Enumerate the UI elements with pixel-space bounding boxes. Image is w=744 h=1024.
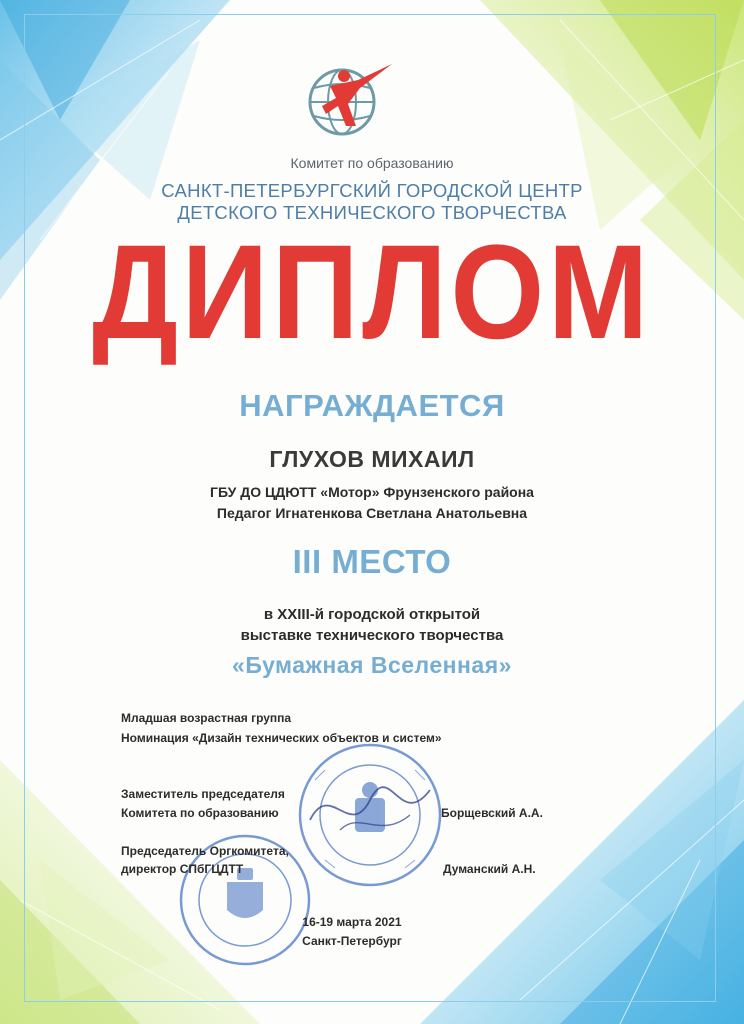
deputy-name: Борщевский А.А.: [441, 806, 543, 820]
awarded-heading: НАГРАЖДАЕТСЯ: [239, 388, 505, 423]
recipient-organization: ГБУ ДО ЦДЮТТ «Мотор» Фрунзенского района: [210, 484, 534, 500]
teacher-name: Педагог Игнатенкова Светлана Анатольевна: [216, 505, 528, 521]
chair-name: Думанский А.Н.: [443, 862, 536, 876]
organization-title-line-2: ДЕТСКОГО ТЕХНИЧЕСКОГО ТВОРЧЕСТВА: [177, 202, 567, 223]
exhibition-name: «Бумажная Вселенная»: [232, 652, 512, 678]
deputy-title-line-2: Комитета по образованию: [121, 806, 279, 820]
deputy-title-line-1: Заместитель председателя: [121, 787, 285, 801]
place-heading: III МЕСТО: [292, 543, 452, 580]
diploma-title: ДИПЛОМ: [92, 218, 652, 367]
chair-title-line-1: Председатель Оргкомитета,: [121, 844, 289, 858]
recipient-name: ГЛУХОВ МИХАИЛ: [269, 446, 475, 472]
event-city: Санкт-Петербург: [302, 934, 402, 948]
nomination-label: Номинация «Дизайн технических объектов и систем»: [121, 731, 442, 745]
chair-title-line-2: директор СПбГЦДТТ: [121, 862, 244, 876]
competition-line-1: в XXIII-й городской открытой: [263, 606, 481, 623]
handwritten-signature-icon: [300, 770, 440, 850]
competition-line-2: выставке технического творчества: [240, 627, 504, 644]
committee-label: Комитет по образованию: [290, 155, 454, 171]
organization-title-line-1: САНКТ-ПЕТЕРБУРГСКИЙ ГОРОДСКОЙ ЦЕНТР: [161, 180, 583, 201]
running-figure-globe-logo-icon: [300, 50, 400, 150]
age-group-label: Младшая возрастная группа: [121, 711, 292, 725]
event-dates: 16-19 марта 2021: [302, 915, 402, 929]
